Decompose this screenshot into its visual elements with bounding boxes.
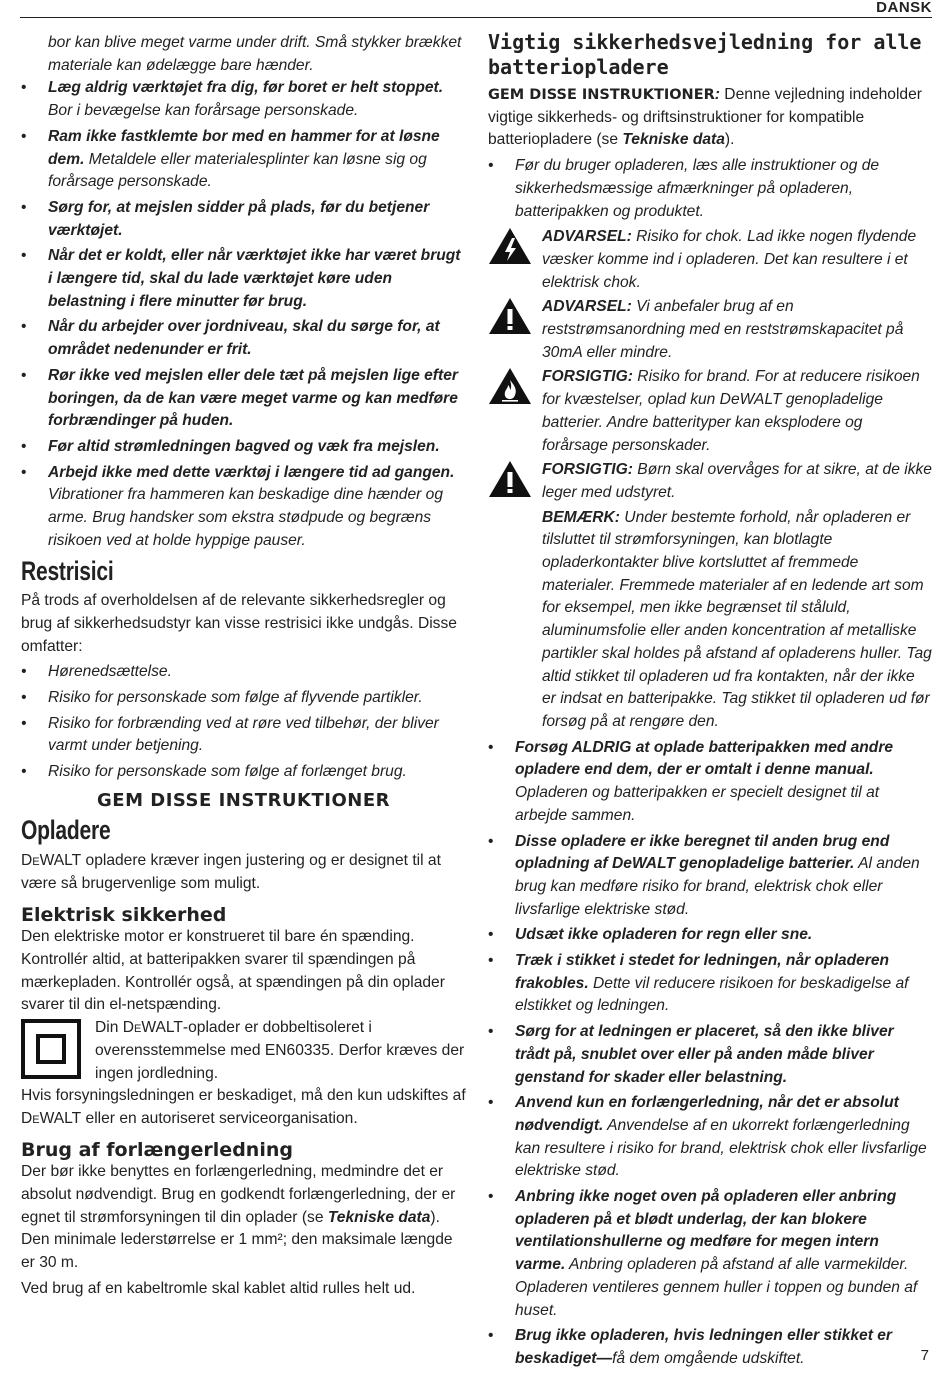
dbl-pre: Din: [95, 1019, 123, 1037]
list-item: [21, 462, 466, 553]
bold-lead: Udsæt ikke opladeren for regn eller sne.: [515, 926, 813, 944]
right-first-list: [488, 155, 932, 223]
list-item: • Før du bruger opladeren, læs alle instruktioner og de sikkerhedsmæssige afmærkninger på opladeren, batteripakken og produktet.: [488, 155, 932, 223]
right-column: [488, 30, 932, 1374]
electric-shock-warning-icon: [488, 226, 532, 266]
bold-lead: Forsøg ALDRIG at oplade batteripakken med andre opladere end dem, der er omtalt i denne manual.: [515, 738, 894, 779]
item-text: få dem omgående udskiftet.: [612, 1349, 805, 1367]
bold-lead: Når du arbejder over jordniveau, skal du sørge for, at området nedenunder er frit.: [48, 318, 440, 359]
fire-warning-icon: [488, 366, 532, 406]
note-label: BEMÆRK:: [542, 508, 620, 526]
opladere-section: [21, 814, 466, 847]
item-text: Opladeren og batteripakken er specielt designet til at arbejde sammen.: [515, 784, 880, 824]
gem-intro: [488, 84, 932, 152]
ext-part2: ). Den minimale lederstørrelse er 1 mm²; den maksimale længde er 30 m.: [21, 1208, 453, 1272]
restrisici-text: På trods af overholdelsen af de relevante sikkerhedsregler og brug af sikkerhedsudstyr kan visse restrisici ikke undgås. Disse omfatter:: [21, 592, 457, 655]
gem-body-end: ).: [724, 131, 735, 149]
bold-lead: Rør ikke ved mejslen eller dele tæt på mejslen lige efter boringen, da de kan være meget varme og kan medføre forbrændinger på huden.: [48, 366, 458, 430]
warning-label: FORSIGTIG:: [542, 368, 633, 386]
list-item: [488, 1092, 932, 1183]
supply-body: eller en autoriseret serviceorganisation.: [81, 1109, 358, 1127]
warning-label: ADVARSEL:: [542, 228, 632, 246]
supply-pre: Hvis forsyningsledningen er beskadiget, må den kun udskiftes af: [21, 1087, 466, 1105]
list-item: [488, 950, 932, 1018]
intro-continuation: bor kan blive meget varme under drift. Små stykker brækket materiale kan ødelægge bare hænder.: [48, 34, 462, 74]
list-item: [21, 316, 466, 361]
left-column: [21, 32, 466, 1301]
bold-lead: Sørg for, at mejslen sidder på plads, før du betjener værktøjet.: [48, 198, 430, 239]
warning-label: FORSIGTIG:: [542, 461, 633, 479]
item-text: Vibrationer fra hammeren kan beskadige dine hænder og arme. Brug handsker som ekstra stødpude og begræns risikoen ved at holde hyppige pauser.: [48, 486, 443, 549]
exclamation-warning-icon: [488, 296, 532, 336]
elektrisk-heading: Elektrisk sikkerhed: [21, 903, 227, 926]
list-item: [488, 1021, 932, 1089]
gem-heading: GEM DISSE INSTRUKTIONER: [97, 789, 390, 811]
page-number: 7: [920, 1347, 929, 1364]
extension-text: [21, 1161, 466, 1275]
bold-lead: Før altid strømledningen bagved og væk fra mejslen.: [48, 437, 440, 455]
warning-item: [488, 296, 932, 364]
list-item: [21, 126, 466, 194]
bold-lead: Anvend kun en forlængerledning, når det er absolut nødvendigt.: [515, 1094, 899, 1134]
right-bullet-list: [488, 737, 932, 1371]
list-item: • Risiko for personskade som følge af flyvende partikler.: [21, 687, 466, 710]
bold-lead: Når det er koldt, eller når værktøjet ikke har været brugt i længere tid, skal du lade værktøjet køre uden belastning i flere minutter før brug.: [48, 247, 461, 310]
list-item: [488, 737, 932, 828]
note-block: [488, 507, 932, 734]
warning-text: Børn skal overvåges for at sikre, at de ikke leger med udstyret.: [542, 461, 932, 501]
header-rule: [20, 17, 932, 18]
ext-part1: Der bør ikke benyttes en forlængerledning, medmindre det er absolut nødvendigt. Brug en godkendt forlængerledning, der er egnet til strømforsyningen til din oplader (se: [21, 1163, 456, 1226]
warning-item: [488, 226, 932, 294]
gem-reference: Tekniske data: [622, 131, 725, 149]
warning-text: Vi anbefaler brug af en reststrømsanordning med en reststrømskapacitet på 30mA eller mindre.: [542, 298, 904, 361]
double-insulation-block: [21, 1017, 466, 1085]
right-heading: Vigtig sikkerhedsvejledning for alle batteriopladere: [488, 30, 922, 79]
list-item: [488, 1186, 932, 1322]
item-text: Dette vil reducere risikoen for beskadigelse af elstikket og ledningen.: [515, 974, 909, 1015]
brand-name: DeWALT: [21, 1109, 82, 1127]
list-item: [21, 436, 466, 459]
bold-lead: Træk i stikket i stedet for ledningen, når opladeren frakobles.: [515, 952, 890, 992]
list-item: [488, 924, 932, 947]
bold-lead: Ram ikke fastklemte bor med en hammer for at løsne dem.: [48, 127, 440, 168]
restrisici-list: [21, 661, 466, 784]
bold-lead: Disse opladere er ikke beregnet til anden brug end opladning af DeWALT genopladelige batterier.: [515, 832, 890, 873]
gem-colon: :: [714, 86, 720, 103]
extension-heading: Brug af forlængerledning: [21, 1138, 293, 1161]
list-item: [21, 365, 466, 433]
restrisici-heading: Restrisici: [21, 556, 114, 587]
warning-item: [488, 459, 932, 504]
gem-label: GEM DISSE INSTRUKTIONER: [488, 87, 715, 103]
exclamation-warning-icon: [488, 459, 532, 499]
list-item: [21, 197, 466, 242]
dbl-body: -oplader er dobbeltisoleret i overensstemmelse med EN60335. Derfor kræves der ingen jordledning.: [95, 1019, 465, 1082]
bold-lead: Læg aldrig værktøjet fra dig, før boret er helt stoppet.: [48, 79, 444, 97]
opladere-text: [21, 850, 466, 895]
gem-body: Denne vejledning indeholder vigtige sikkerheds- og driftsinstruktioner for kompatible batteriopladere (se: [488, 86, 922, 149]
list-item: [488, 831, 932, 922]
warnings-list: [488, 226, 932, 504]
item-text: Anvendelse af en ukorrekt forlængerledning kan resultere i risiko for brand, elektrisk chok eller livsfarlige elektriske stød.: [515, 1116, 927, 1180]
item-text: Al anden brug kan medføre risiko for brand, elektrisk chok eller livsfarlige elektriske stød.: [515, 855, 920, 918]
extension-text-2: Ved brug af en kabeltromle skal kablet altid rulles helt ud.: [21, 1279, 416, 1297]
supply-text: [21, 1085, 466, 1130]
opladere-body: opladere kræver ingen justering og er designet til at være så brugervenlige som muligt.: [21, 852, 441, 892]
elektrisk-text: Den elektriske motor er konstrueret til bare én spænding. Kontrollér altid, at batteripakken svarer til spændingen på mærkepladen. Kontrollér også, at spændingen på din oplader svarer til din el-netspænding.: [21, 928, 445, 1014]
warning-item: [488, 366, 932, 457]
ext-reference: Tekniske data: [327, 1208, 431, 1226]
warning-text: Risiko for chok. Lad ikke nogen flydende væsker komme ind i opladeren. Det kan resultere i et elektrisk chok.: [542, 228, 917, 291]
bold-lead: Arbejd ikke med dette værktøj i længere tid ad gangen.: [48, 463, 455, 481]
bold-lead: Brug ikke opladeren, hvis ledningen eller stikket er beskadiget—: [515, 1327, 892, 1367]
brand-name: DeWALT: [122, 1019, 183, 1037]
list-item: [21, 245, 466, 313]
bold-lead: Sørg for at ledningen er placeret, så den ikke bliver trådt på, snublet over eller på anden måde bliver genstand for skader eller belastning.: [515, 1023, 894, 1086]
item-text: Metaldele eller materialesplinter kan løsne sig og forårsage personskade.: [48, 150, 427, 191]
language-label: DANSK: [876, 0, 932, 16]
list-item: [21, 77, 466, 122]
warning-text: Risiko for brand. For at reducere risikoen for kvæstelser, oplad kun DeWALT genopladelige batterier. Andre batterityper kan eksplodere og forårsage personskader.: [542, 368, 920, 454]
double-insulation-icon: [21, 1019, 81, 1079]
warning-label: ADVARSEL:: [542, 298, 632, 316]
opladere-heading: Opladere: [21, 814, 111, 845]
left-bullet-list: [21, 77, 466, 552]
item-text: Anbring opladeren på afstand af alle varmekilder. Opladeren ventileres gennem huller i toppen og bunden af huset.: [515, 1256, 918, 1319]
item-text: Bor i bevægelse kan forårsage personskade.: [48, 102, 359, 120]
restrisici-section: [21, 556, 466, 588]
list-item: • Risiko for personskade som følge af forlænget brug.: [21, 761, 466, 784]
list-item: • Hørenedsættelse.: [21, 661, 466, 684]
note-text: Under bestemte forhold, når opladeren er tilsluttet til strømforsyningen, kan blotlagte opladerkontakter blive kortsluttet af fremmede materialer. Fremmede materialer af en ledende art som for eksempel, men ikke begrænset til ståluld, aluminumsfolie eller anden koncentration af metalliske partikler skal holdes på afstand af opladerens huller. Tag altid stikket til opladeren ud fra kontakten, når der ikke er indsat en batteripakke. Tag stikket til opladeren ud før forsøg på at rengøre den.: [542, 508, 932, 730]
brand-name: DeWALT: [21, 852, 82, 870]
list-item: • Risiko for forbrænding ved at røre ved tilbehør, der bliver varmt under betjening.: [21, 713, 466, 758]
bold-lead: Anbring ikke noget oven på opladeren eller anbring opladeren på et blødt underlag, der kan blokere ventilationshullerne og medføre for megen intern varme.: [515, 1188, 897, 1274]
double-insulation-text: [95, 1017, 466, 1085]
